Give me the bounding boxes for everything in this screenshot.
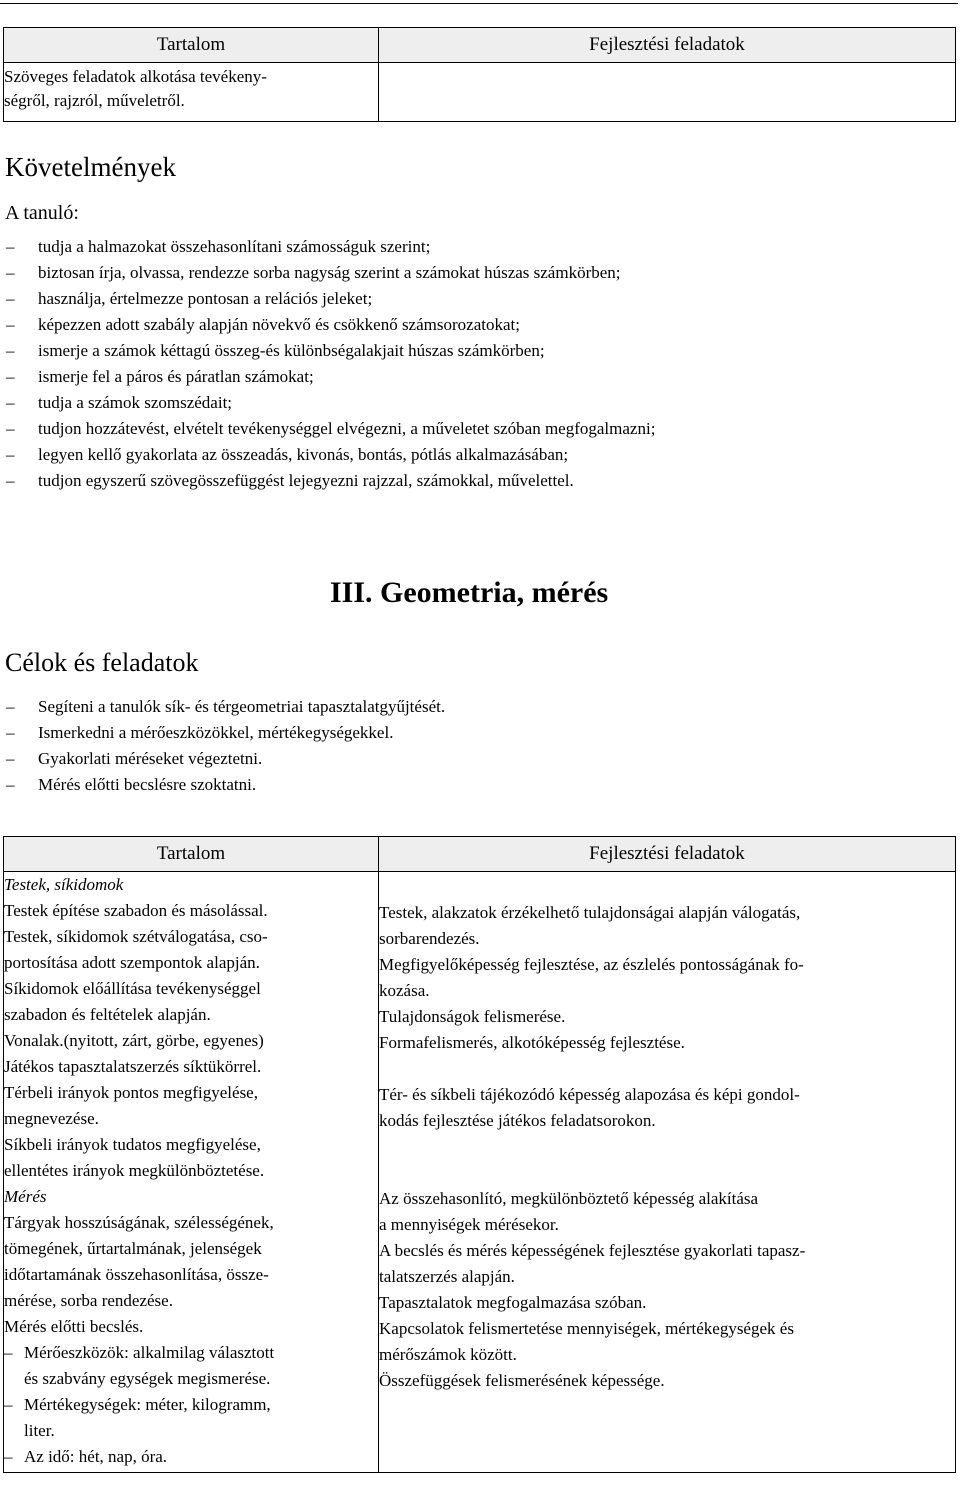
list-item: – használja, értelmezze pontosan a relációs jeleket;: [0, 286, 655, 312]
dash-item: – Mértékegységek: méter, kilogramm, liter.: [4, 1392, 378, 1444]
content-line: Szöveges feladatok alkotása tevékeny-: [4, 67, 267, 86]
header-fejlesztesi: Fejlesztési feladatok: [379, 837, 956, 872]
content-line: megnevezése.: [4, 1109, 99, 1128]
spacer: [379, 1134, 955, 1160]
section-title: III. Geometria, mérés: [330, 576, 609, 609]
header-fejlesztesi: Fejlesztési feladatok: [379, 28, 956, 63]
task-line: kodás fejlesztése játékos feladatsorokon.: [379, 1111, 656, 1130]
task-line: Tulajdonságok felismerése.: [379, 1007, 566, 1026]
spacer: [379, 1056, 955, 1082]
dash-item: – Az idő: hét, nap, óra.: [4, 1444, 378, 1470]
task-line: sorbarendezés.: [379, 929, 480, 948]
task-line: mérőszámok között.: [379, 1345, 517, 1364]
dash-bullet: –: [4, 1395, 13, 1414]
list-item: – képezzen adott szabály alapján növekvő és csökkenő számsorozatokat;: [0, 312, 655, 338]
content-line: Síkbeli irányok tudatos megfigyelése,: [4, 1135, 261, 1154]
content-line: portosítása adott szempontok alapján.: [4, 953, 260, 972]
content-line: Tárgyak hosszúságának, szélességének,: [4, 1213, 274, 1232]
dash-bullet: –: [6, 697, 15, 716]
meres-heading: Mérés: [4, 1187, 47, 1206]
list-item: – Ismerkedni a mérőeszközökkel, mértékegységekkel.: [0, 720, 445, 746]
task-line: kozása.: [379, 981, 430, 1000]
dash-bullet: –: [6, 315, 15, 334]
list-item: – tudjon hozzátevést, elvételt tevékenységgel elvégezni, a műveletet szóban megfogalmazni;: [0, 416, 655, 442]
content-line: Térbeli irányok pontos megfigyelése,: [4, 1083, 258, 1102]
dash-bullet: –: [6, 445, 15, 464]
list-item: – tudjon egyszerű szövegösszefüggést lejegyezni rajzzal, számokkal, művelettel.: [0, 468, 655, 494]
task-line: Formafelismerés, alkotóképesség fejlesztése.: [379, 1033, 685, 1052]
dash-item: – Mérőeszközök: alkalmilag választott és szabvány egységek megismerése.: [4, 1340, 378, 1392]
list-item: – legyen kellő gyakorlata az összeadás, kivonás, bontás, pótlás alkalmazásában;: [0, 442, 655, 468]
content-line: időtartamának összehasonlítása, össze-: [4, 1265, 269, 1284]
content-line: szabadon és feltételek alapján.: [4, 1005, 211, 1024]
content-table-bottom: [3, 836, 956, 1473]
content-line: mérése, sorba rendezése.: [4, 1291, 173, 1310]
goals-list: [0, 694, 445, 798]
content-line: Síkidomok előállítása tevékenységgel: [4, 979, 261, 998]
content-line: tömegének, űrtartalmának, jelenségek: [4, 1239, 262, 1258]
dash-bullet: –: [6, 723, 15, 742]
testek-heading: Testek, síkidomok: [4, 875, 124, 894]
content-line: Testek, síkidomok szétválogatása, cso-: [4, 927, 268, 946]
task-line: Testek, alakzatok érzékelhető tulajdonságai alapján válogatás,: [379, 903, 801, 922]
content-line: Játékos tapasztalatszerzés síktükörrel.: [4, 1057, 262, 1076]
requirements-list: [0, 234, 655, 494]
list-item: – tudja a számok szomszédait;: [0, 390, 655, 416]
list-item: – Gyakorlati méréseket végeztetni.: [0, 746, 445, 772]
dash-bullet: –: [4, 1343, 13, 1362]
list-item: – biztosan írja, olvassa, rendezze sorba nagyság szerint a számokat húszas számkörben;: [0, 260, 655, 286]
list-item: – Segíteni a tanulók sík- és térgeometriai tapasztalatgyűjtését.: [0, 694, 445, 720]
dash-bullet: –: [6, 749, 15, 768]
dash-bullet: –: [6, 471, 15, 490]
list-item: – tudja a halmazokat összehasonlítani számosságuk szerint;: [0, 234, 655, 260]
content-line: Testek építése szabadon és másolással.: [4, 901, 268, 920]
content-line: Mérés előtti becslés.: [4, 1317, 144, 1336]
task-line: Az összehasonlító, megkülönböztető képesség alakítása: [379, 1189, 759, 1208]
dash-bullet: –: [6, 367, 15, 386]
requirements-title: Követelmények: [5, 152, 176, 182]
top-tasks-cell: [379, 63, 956, 122]
requirements-subtitle: A tanuló:: [5, 202, 79, 224]
dash-bullet: –: [6, 237, 15, 256]
content-line: ellentétes irányok megkülönböztetése.: [4, 1161, 265, 1180]
task-line: Tér- és síkbeli tájékozódó képesség alapozása és képi gondol-: [379, 1085, 800, 1104]
content-line: ségről, rajzról, műveletről.: [4, 91, 185, 110]
list-item: – ismerje fel a páros és páratlan számokat;: [0, 364, 655, 390]
spacer: [379, 1160, 955, 1186]
content-table-top: [3, 27, 956, 122]
list-item: – ismerje a számok kéttagú összeg-és különbségalakjait húszas számkörben;: [0, 338, 655, 364]
task-line: A becslés és mérés képességének fejlesztése gyakorlati tapasz-: [379, 1241, 806, 1260]
dash-bullet: –: [6, 289, 15, 308]
bottom-tasks-cell: [379, 872, 956, 1473]
dash-bullet: –: [6, 263, 15, 282]
task-line: a mennyiségek mérésekor.: [379, 1215, 559, 1234]
task-line: Megfigyelőképesség fejlesztése, az észlelés pontosságának fo-: [379, 955, 804, 974]
top-rule: [0, 3, 958, 4]
header-tartalom: Tartalom: [4, 837, 379, 872]
dash-bullet: –: [6, 341, 15, 360]
task-line: Kapcsolatok felismertetése mennyiségek, mértékegységek és: [379, 1319, 794, 1338]
task-line: Összefüggések felismerésének képessége.: [379, 1371, 665, 1390]
dash-bullet: –: [6, 393, 15, 412]
content-line: Vonalak.(nyitott, zárt, görbe, egyenes): [4, 1031, 264, 1050]
task-line: Tapasztalatok megfogalmazása szóban.: [379, 1293, 647, 1312]
top-content-cell: [4, 63, 379, 122]
bottom-content-cell: [4, 872, 379, 1473]
header-tartalom: Tartalom: [4, 28, 379, 63]
goals-title: Célok és feladatok: [5, 648, 199, 677]
dash-bullet: –: [6, 419, 15, 438]
dash-bullet: –: [4, 1447, 13, 1466]
list-item: – Mérés előtti becslésre szoktatni.: [0, 772, 445, 798]
dash-bullet: –: [6, 775, 15, 794]
task-line: talatszerzés alapján.: [379, 1267, 515, 1286]
